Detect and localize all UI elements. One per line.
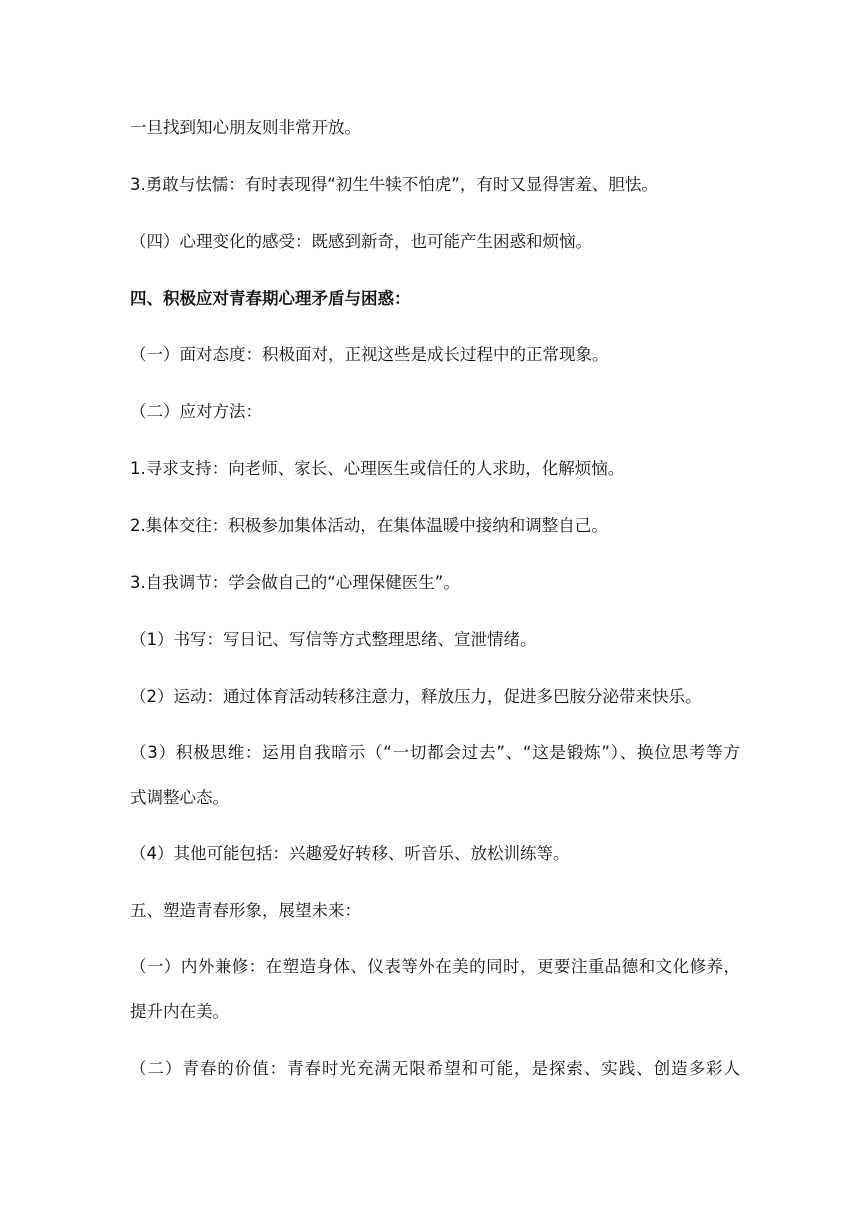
section-heading: 四、积极应对青春期心理矛盾与困惑： bbox=[130, 289, 411, 308]
text-line: 1.寻求支持：向老师、家长、心理医生或信任的人求助，化解烦恼。 bbox=[130, 459, 625, 478]
text-line: 一旦找到知心朋友则非常开放。 bbox=[130, 118, 361, 137]
text-line: 式调整心态。 bbox=[130, 788, 229, 807]
text-line: 2.集体交往：积极参加集体活动，在集体温暖中接纳和调整自己。 bbox=[130, 516, 608, 535]
text-line: （2）运动：通过体育活动转移注意力，释放压力，促进多巴胺分泌带来快乐。 bbox=[130, 687, 702, 706]
text-line: （一）内外兼修：在塑造身体、仪表等外在美的同时，更要注重品德和文化修养， bbox=[130, 957, 740, 976]
text-line: （一）面对态度：积极面对，正视这些是成长过程中的正常现象。 bbox=[130, 345, 609, 364]
text-line: （1）书写：写日记、写信等方式整理思绪、宣泄情绪。 bbox=[130, 630, 537, 649]
text-line: 3.勇敢与怯懦：有时表现得“初生牛犊不怕虎”，有时又显得害羞、胆怯。 bbox=[130, 175, 658, 194]
text-line: 提升内在美。 bbox=[130, 1002, 229, 1021]
text-line: （3）积极思维：运用自我暗示（“一切都会过去”、“这是锻炼”）、换位思考等方 bbox=[130, 743, 740, 762]
text-line: （二）应对方法： bbox=[130, 402, 262, 421]
text-line: （二）青春的价值：青春时光充满无限希望和可能，是探索、实践、创造多彩人 bbox=[130, 1059, 740, 1078]
text-line: （四）心理变化的感受：既感到新奇，也可能产生困惑和烦恼。 bbox=[130, 232, 592, 251]
section-heading: 五、塑造青春形象，展望未来： bbox=[130, 901, 361, 920]
text-line: （4）其他可能包括：兴趣爱好转移、听音乐、放松训练等。 bbox=[130, 844, 570, 863]
text-line: 3.自我调节：学会做自己的“心理保健医生”。 bbox=[130, 573, 460, 592]
